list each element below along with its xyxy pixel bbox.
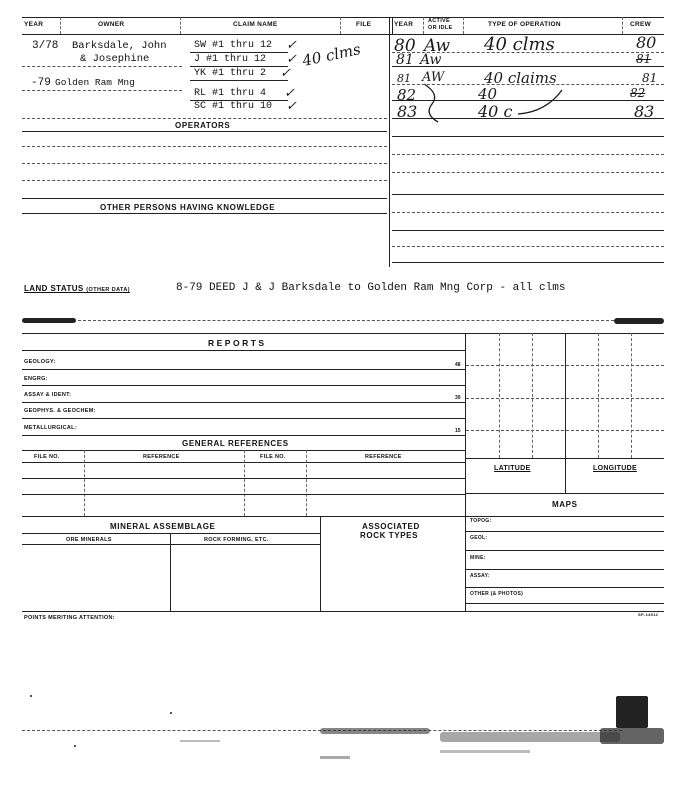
reference-col-sep xyxy=(84,450,85,516)
report-label: GEOLOGY: xyxy=(24,359,56,365)
activity-row-line xyxy=(392,100,664,101)
claim-underline xyxy=(190,100,288,101)
activity-year: 83 xyxy=(397,102,418,121)
claims-note: 40 clms xyxy=(300,40,363,70)
header-file: FILE xyxy=(356,21,372,28)
check-mark-icon: ✓ xyxy=(284,86,295,101)
activity-row-line xyxy=(392,212,664,213)
reference-col-header: FILE NO. xyxy=(260,454,286,460)
maps-row-label: GEOL: xyxy=(470,535,488,541)
mineral-col-sep xyxy=(170,533,171,611)
activity-row-line xyxy=(392,118,664,119)
reports-line xyxy=(22,350,465,351)
activity-row-line xyxy=(392,154,664,155)
mineral-assemblage-title: MINERAL ASSEMBLAGE xyxy=(110,522,216,531)
reports-line xyxy=(22,435,465,436)
activity-operation: 40 clms xyxy=(484,34,555,55)
general-references-line xyxy=(22,516,664,517)
other-persons-label: OTHER PERSONS HAVING KNOWLEDGE xyxy=(100,203,276,212)
operators-line xyxy=(22,180,387,181)
grid-line xyxy=(466,430,664,431)
header-underline xyxy=(22,34,664,35)
scan-speck xyxy=(30,695,32,697)
activity-row-line xyxy=(392,172,664,173)
claim-entry: RL #1 thru 4 xyxy=(194,88,267,99)
reports-top-border xyxy=(22,333,664,334)
land-status-sublabel: (OTHER DATA) xyxy=(86,287,130,293)
claim-entry: YK #1 thru 2 xyxy=(194,68,267,79)
header-or-idle: OR IDLE xyxy=(428,25,453,31)
report-number: 30 xyxy=(455,395,461,401)
activity-operation: 40 xyxy=(478,85,498,103)
activity-year: 81 xyxy=(397,72,411,85)
owner-row-line xyxy=(22,90,182,91)
maps-row-label: ASSAY: xyxy=(470,573,490,579)
scan-smudge xyxy=(614,318,664,324)
general-references-line xyxy=(22,494,465,495)
grid-line xyxy=(565,333,566,493)
ore-minerals-label: ORE MINERALS xyxy=(66,537,112,543)
land-status-label xyxy=(24,284,130,293)
reference-col-header: REFERENCE xyxy=(143,454,180,460)
scan-smudge xyxy=(616,696,648,728)
claim-entry: SC #1 thru 10 xyxy=(194,101,273,112)
activity-crew: 81 xyxy=(642,71,658,85)
owner-row-line xyxy=(22,118,387,119)
reference-col-header: FILE NO. xyxy=(34,454,60,460)
reports-line xyxy=(22,385,465,386)
header-type-of-operation: TYPE OF OPERATION xyxy=(488,21,561,28)
scan-smudge xyxy=(440,732,620,742)
maps-line xyxy=(466,587,664,588)
operators-line xyxy=(22,163,387,164)
col-sep xyxy=(392,17,393,35)
handwritten-stroke-icon xyxy=(516,88,566,118)
col-sep-main xyxy=(389,17,390,267)
claim-entry: SW #1 thru 12 xyxy=(194,40,273,51)
activity-operation: 40 claims xyxy=(484,69,557,87)
reports-line xyxy=(22,402,465,403)
scan-speck xyxy=(320,756,350,759)
scan-speck xyxy=(180,740,220,742)
col-sep xyxy=(622,17,623,34)
operators-label: OPERATORS xyxy=(175,121,231,130)
land-status-title: LAND STATUS xyxy=(24,284,84,293)
reports-line xyxy=(22,418,465,419)
other-persons-line xyxy=(22,213,387,214)
header-crew: CREW xyxy=(630,21,652,28)
longitude-label: LONGITUDE xyxy=(593,465,637,472)
form-code: SP-14512 xyxy=(638,612,659,617)
owner-name: Barksdale, John xyxy=(72,40,167,52)
col-sep xyxy=(463,17,464,34)
activity-year: 80 xyxy=(394,36,416,56)
header-year-2: YEAR xyxy=(394,21,414,28)
grid-line xyxy=(466,365,664,366)
bottom-border xyxy=(22,611,664,612)
top-border xyxy=(22,17,664,18)
maps-line xyxy=(466,531,664,532)
check-mark-icon: ✓ xyxy=(286,38,297,53)
grid-line xyxy=(466,398,664,399)
land-status-value: 8-79 DEED J & J Barksdale to Golden Ram Mng Corp - all clms xyxy=(176,282,566,294)
report-label: METALLURGICAL: xyxy=(24,425,77,431)
owner-row-line xyxy=(22,66,182,67)
reference-col-sep xyxy=(244,450,245,516)
header-active: ACTIVE xyxy=(428,18,450,24)
associated-rock-types-line2: ROCK TYPES xyxy=(360,531,419,540)
activity-row-line xyxy=(392,66,664,67)
owner-name: & Josephine xyxy=(80,53,150,65)
report-label: ASSAY & IDENT: xyxy=(24,392,72,398)
rock-forming-label: ROCK FORMING, ETC. xyxy=(204,537,269,543)
activity-row-line xyxy=(392,194,664,195)
activity-row-line xyxy=(392,230,664,231)
activity-row-line xyxy=(392,136,664,137)
check-mark-icon: ✓ xyxy=(286,52,297,67)
reference-col-header: REFERENCE xyxy=(365,454,402,460)
owner-name: Golden Ram Mng xyxy=(55,77,135,88)
report-label: GEOPHYS. & GEOCHEM: xyxy=(24,408,96,414)
reference-col-sep xyxy=(306,450,307,516)
associated-rock-types-line1: ASSOCIATED xyxy=(362,522,420,531)
activity-row-line xyxy=(392,84,664,85)
check-mark-icon: ✓ xyxy=(286,99,297,114)
activity-year: 81 xyxy=(396,52,414,68)
activity-row-line xyxy=(392,262,664,263)
grid-line xyxy=(598,333,599,458)
activity-row-line xyxy=(392,52,664,53)
mineral-col-sep xyxy=(320,516,321,611)
operators-line xyxy=(22,131,387,132)
mineral-line xyxy=(22,533,320,534)
header-owner: OWNER xyxy=(98,21,125,28)
activity-row-line xyxy=(392,246,664,247)
owner-year: -79 xyxy=(31,77,51,89)
claim-underline xyxy=(190,66,288,67)
scan-smudge xyxy=(22,318,76,323)
points-meriting-label: POINTS MERITING ATTENTION: xyxy=(24,615,115,621)
claim-underline xyxy=(190,80,288,81)
reports-title: REPORTS xyxy=(208,338,267,348)
maps-line xyxy=(466,550,664,551)
operators-line xyxy=(22,146,387,147)
claim-underline xyxy=(190,52,288,53)
grid-line xyxy=(532,333,533,458)
maps-line xyxy=(466,493,664,494)
check-mark-icon: ✓ xyxy=(280,66,291,81)
col-sep xyxy=(60,17,61,34)
maps-row-label: MINE: xyxy=(470,555,486,561)
general-references-title: GENERAL REFERENCES xyxy=(182,439,289,448)
maps-line xyxy=(466,569,664,570)
latitude-label: LATITUDE xyxy=(494,465,531,472)
owner-year: 3/78 xyxy=(32,40,59,52)
grid-line xyxy=(631,333,632,458)
scan-smudge xyxy=(600,728,664,744)
header-claim-name: CLAIM NAME xyxy=(233,21,278,28)
activity-status: AW xyxy=(422,70,445,85)
grid-line xyxy=(499,333,500,458)
general-references-line xyxy=(22,478,465,479)
col-sep xyxy=(340,17,341,34)
activity-crew: 82 xyxy=(630,86,646,100)
activity-crew: 81 xyxy=(636,52,652,66)
report-number: 15 xyxy=(455,428,461,434)
col-sep xyxy=(423,17,424,34)
activity-status: Aw xyxy=(420,52,442,68)
activity-operation: 40 c xyxy=(478,102,513,121)
header-year: YEAR xyxy=(24,21,44,28)
maps-line xyxy=(466,603,664,604)
scan-speck xyxy=(74,745,76,747)
scan-smudge xyxy=(320,728,430,734)
activity-crew: 80 xyxy=(636,33,657,52)
scan-speck xyxy=(440,750,530,753)
scan-speck xyxy=(170,712,172,714)
report-label: ENGRG: xyxy=(24,376,48,382)
report-number: 48 xyxy=(455,362,461,368)
activity-year: 82 xyxy=(397,86,417,104)
maps-row-label: OTHER (& PHOTOS) xyxy=(470,591,524,597)
reports-line xyxy=(22,369,465,370)
operators-line xyxy=(22,198,387,199)
maps-row-label: TOPOG: xyxy=(470,518,492,524)
land-status-line xyxy=(78,320,614,321)
col-sep xyxy=(180,17,181,34)
activity-status: Aw xyxy=(424,36,451,56)
claim-entry: J #1 thru 12 xyxy=(194,54,267,65)
maps-title: MAPS xyxy=(552,500,578,509)
grid-line xyxy=(466,458,664,459)
activity-crew: 83 xyxy=(634,102,655,121)
mineral-line xyxy=(22,544,320,545)
